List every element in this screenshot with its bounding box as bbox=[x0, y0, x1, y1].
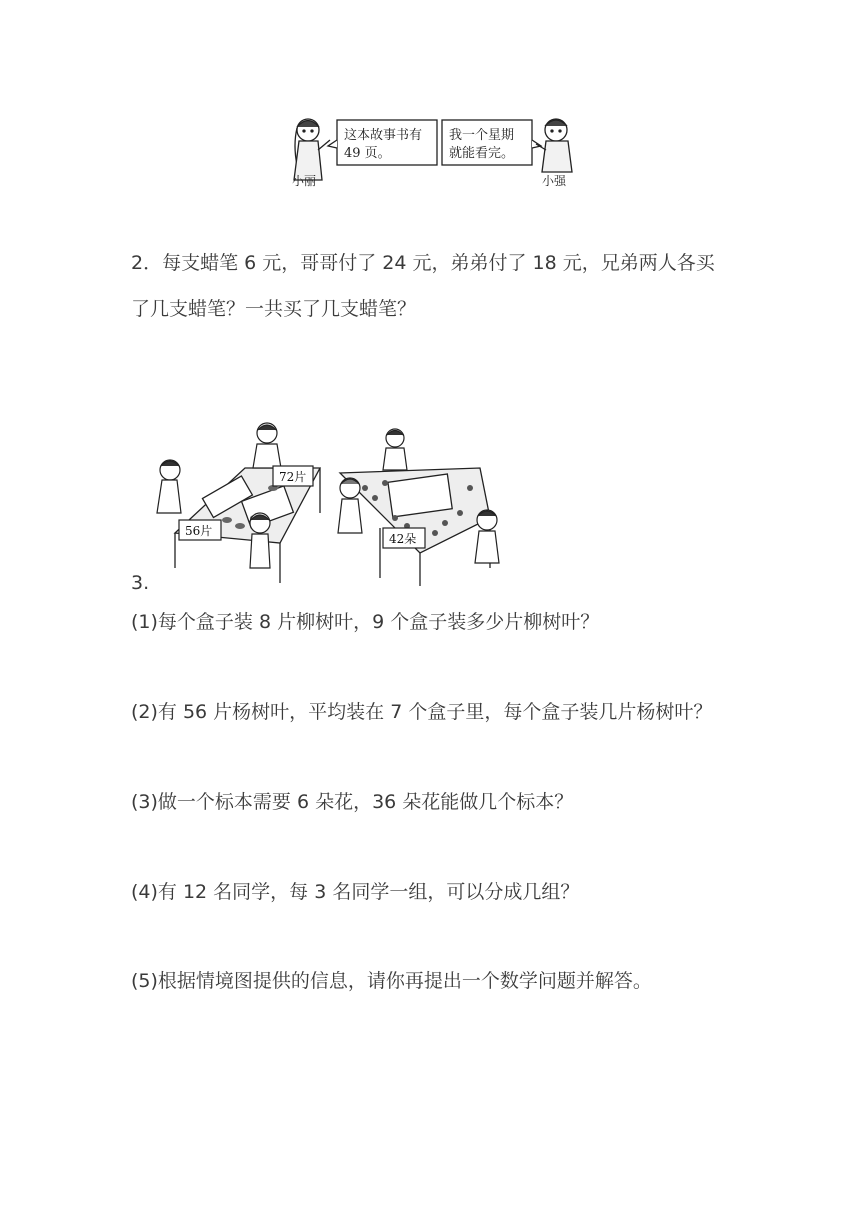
svg-text:42朵: 42朵 bbox=[389, 532, 417, 546]
q2-line1: 2．每支蜡笔 6 元，哥哥付了 24 元，弟弟付了 18 元，兄弟两人各买 bbox=[131, 252, 715, 274]
specimen-tables-illustration bbox=[145, 418, 510, 590]
sign-42 bbox=[383, 528, 425, 548]
sign-56 bbox=[179, 520, 221, 540]
svg-text:72片: 72片 bbox=[279, 470, 307, 484]
flower-table bbox=[340, 468, 490, 586]
left-speech-line2: 49 页。 bbox=[344, 146, 391, 161]
right-speech-line1: 我一个星期 bbox=[449, 128, 515, 143]
left-speech-line1: 这本故事书有 bbox=[344, 128, 423, 143]
q3-sub3: (3)做一个标本需要 6 朵花，36 朵花能做几个标本？ bbox=[131, 791, 574, 813]
svg-text:56片: 56片 bbox=[185, 524, 213, 538]
q3-sub4: (4)有 12 名同学，每 3 名同学一组，可以分成几组？ bbox=[131, 881, 580, 903]
dialogue-illustration bbox=[282, 110, 582, 190]
q3-sub2: (2)有 56 片杨树叶，平均装在 7 个盒子里，每个盒子装几片杨树叶？ bbox=[131, 701, 713, 723]
right-speech-bubble bbox=[442, 120, 541, 165]
sign-72 bbox=[273, 466, 313, 486]
girl-figure bbox=[294, 119, 330, 180]
left-speech-bubble bbox=[328, 120, 437, 165]
q3-sub5: (5)根据情境图提供的信息，请你再提出一个数学问题并解答。 bbox=[131, 970, 652, 992]
right-name-label: 小强 bbox=[542, 174, 567, 188]
left-name-label: 小丽 bbox=[292, 174, 317, 188]
right-speech-line2: 就能看完。 bbox=[449, 146, 515, 161]
q2-line2: 了几支蜡笔？一共买了几支蜡笔？ bbox=[131, 298, 417, 320]
q3-sub1: (1)每个盒子装 8 片柳树叶，9 个盒子装多少片柳树叶？ bbox=[131, 611, 600, 633]
q3-number: 3. bbox=[131, 572, 150, 594]
